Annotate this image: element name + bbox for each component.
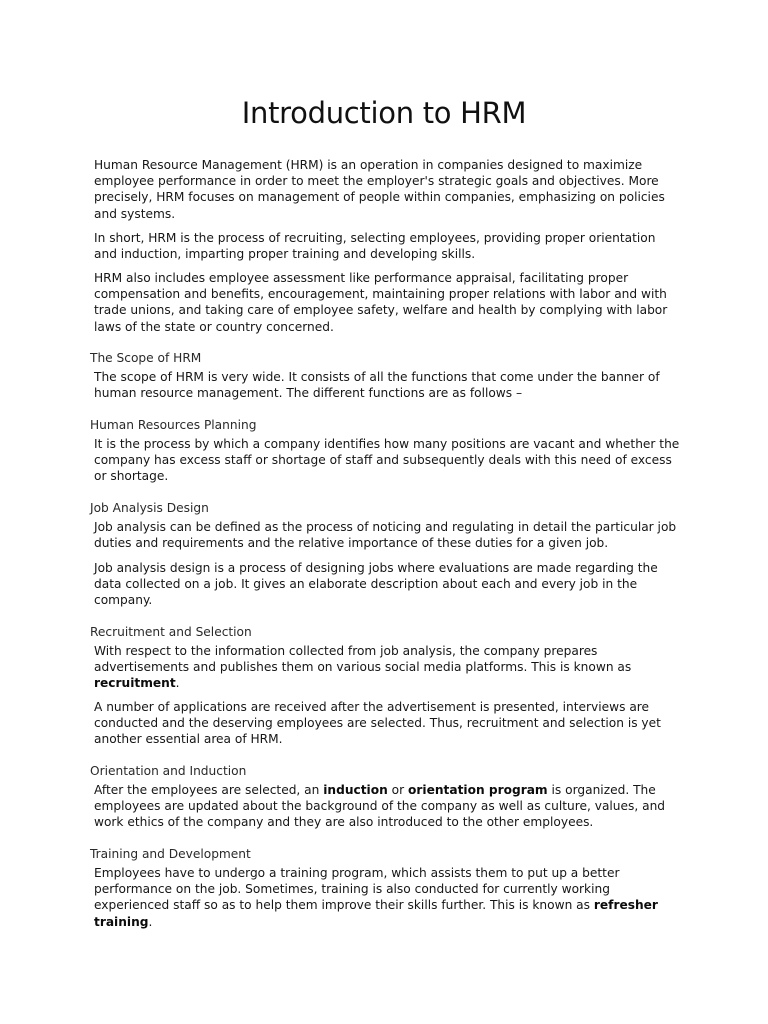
orientation-paragraph [94, 782, 680, 831]
refresher-training-term: refresher training [94, 898, 658, 929]
recruitment-term: recruitment [94, 676, 176, 691]
planning-heading: Human Resources Planning [90, 418, 257, 432]
recruitment-period: . [175, 676, 180, 691]
orientation-program-term: orientation program [408, 783, 548, 797]
training-heading: Training and Development [90, 847, 251, 861]
job-analysis-paragraph-2: Job analysis design is a process of designing jobs where evaluations are made regarding the data collected on a job. It gives an elaborate description about each and every job in the company. [94, 561, 658, 608]
recruitment-paragraph-2: A number of applications are received after the advertisement is presented, interviews are conducted and the deserving employees are selected. Thus, recruitment and selection is yet another essential area of HRM. [94, 700, 661, 747]
intro-paragraph-3: HRM also includes employee assessment like performance appraisal, facilitating proper compensation and benefits, encouragement, maintaining proper relations with labor and with trade unions, and taking care of employee safety, welfare and health by complying with labor laws of the state or country concerned. [94, 271, 668, 334]
recruitment-text: With respect to the information collected from job analysis, the company prepares advertisements and publishes them on various social media platforms. This is known as [94, 644, 632, 675]
planning-paragraph: It is the process by which a company identifies how many positions are vacant and whether the company has excess staff or shortage of staff and subsequently deals with this need of excess or shortage. [94, 437, 680, 484]
training-paragraph [94, 865, 680, 930]
intro-paragraph-2: In short, HRM is the process of recruiting, selecting employees, providing proper orientation and induction, imparting proper training and developing skills. [94, 231, 656, 262]
scope-heading: The Scope of HRM [90, 351, 202, 365]
orientation-heading: Orientation and Induction [90, 764, 247, 778]
orientation-text-a: After the employees are selected, an [94, 783, 324, 797]
orientation-text-c: is organized. The employees are updated about the background of the company as well as culture, values, and work ethics of the company and they are also introduced to the other employees. [94, 783, 666, 830]
job-analysis-heading: Job Analysis Design [90, 501, 209, 515]
recruitment-paragraph-1 [94, 643, 680, 692]
induction-term: induction [323, 783, 388, 797]
recruitment-heading: Recruitment and Selection [90, 625, 252, 639]
scope-paragraph: The scope of HRM is very wide. It consists of all the functions that come under the banner of human resource management. The different functions are as follows – [94, 370, 660, 401]
training-period: . [148, 914, 153, 929]
document-title: Introduction to HRM [241, 96, 527, 130]
orientation-text-b: or [387, 783, 409, 797]
job-analysis-paragraph-1: Job analysis can be defined as the process of noticing and regulating in detail the particular job duties and requirements and the relative importance of these duties for a given job. [94, 520, 677, 551]
intro-paragraph-1: Human Resource Management (HRM) is an operation in companies designed to maximize employee performance in order to meet the employer's strategic goals and objectives. More precisely, HRM focuses on management of people within companies, emphasizing on policies and systems. [94, 158, 665, 221]
training-text: Employees have to undergo a training program, which assists them to put up a better performance on the job. Sometimes, training is also conducted for currently working experienced staff so as to help them improve their skills further. This is known as [94, 866, 620, 913]
